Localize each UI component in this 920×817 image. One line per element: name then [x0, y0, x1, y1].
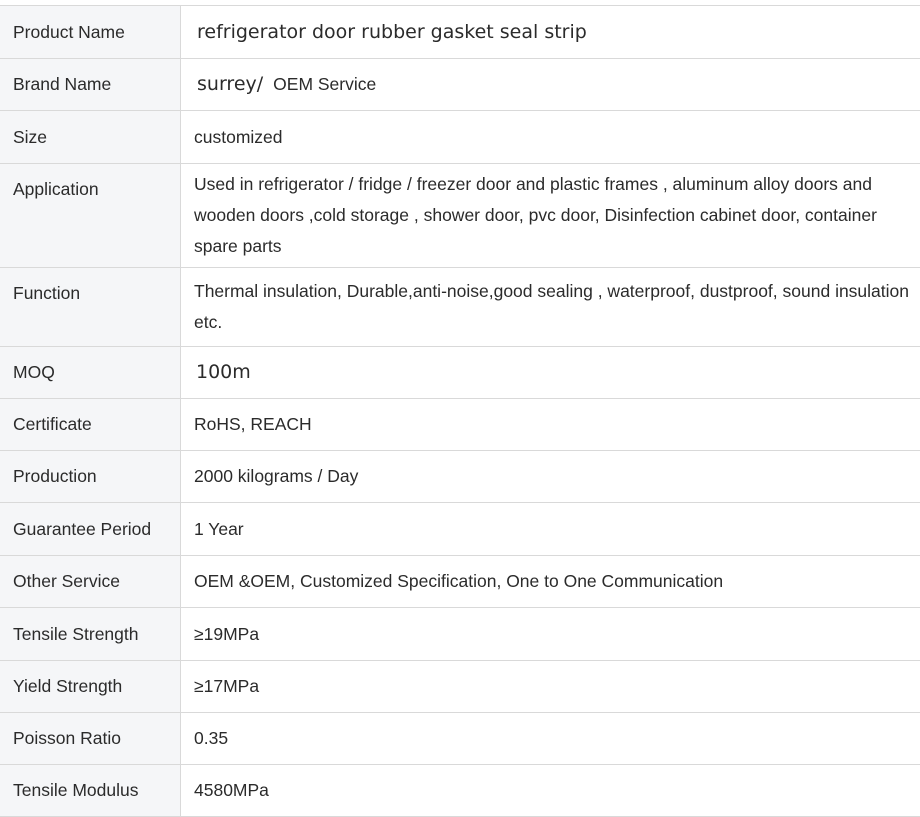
- product-spec-table: [0, 5, 920, 817]
- spec-row-certificate: [0, 399, 920, 451]
- spec-row-tensile-strength: [0, 608, 920, 661]
- spec-value: [181, 59, 920, 111]
- spec-value: [181, 6, 920, 59]
- spec-row-size: [0, 111, 920, 164]
- spec-row-guarantee-period: [0, 503, 920, 556]
- spec-value: ≥19MPa: [181, 608, 920, 661]
- spec-row-moq: [0, 347, 920, 399]
- spec-value: 1 Year: [181, 503, 920, 556]
- spec-label: MOQ: [0, 347, 181, 399]
- spec-label: Yield Strength: [0, 661, 181, 713]
- spec-label: Product Name: [0, 6, 181, 59]
- spec-label: Tensile Modulus: [0, 765, 181, 817]
- spec-value: customized: [181, 111, 920, 164]
- spec-label: Function: [0, 268, 181, 347]
- spec-label: Tensile Strength: [0, 608, 181, 661]
- spec-row-yield-strength: [0, 661, 920, 713]
- spec-row-production: [0, 451, 920, 503]
- spec-value: ≥17MPa: [181, 661, 920, 713]
- spec-value: Used in refrigerator / fridge / freezer door and plastic frames , aluminum alloy doors and wooden doors ,cold storage , shower door, pvc door, Disinfection cabinet door, container spare parts: [181, 164, 920, 268]
- spec-label: Application: [0, 164, 181, 268]
- spec-label: Size: [0, 111, 181, 164]
- spec-row-other-service: [0, 556, 920, 608]
- spec-label: Certificate: [0, 399, 181, 451]
- spec-row-application: [0, 164, 920, 268]
- spec-value: [181, 347, 920, 399]
- spec-value: 4580MPa: [181, 765, 920, 817]
- spec-row-brand-name: [0, 59, 920, 111]
- spec-label: Production: [0, 451, 181, 503]
- brand-name-value: surrey/: [194, 73, 263, 95]
- spec-row-tensile-modulus: [0, 765, 920, 817]
- spec-value: RoHS, REACH: [181, 399, 920, 451]
- brand-service-value: OEM Service: [273, 74, 376, 94]
- spec-value: 0.35: [181, 713, 920, 765]
- moq-value: 100m: [194, 361, 251, 383]
- spec-value: Thermal insulation, Durable,anti-noise,good sealing , waterproof, dustproof, sound insulation etc.: [181, 268, 920, 347]
- spec-row-product-name: [0, 6, 920, 59]
- spec-label: Guarantee Period: [0, 503, 181, 556]
- product-name-value: refrigerator door rubber gasket seal strip: [194, 21, 587, 43]
- spec-label: Brand Name: [0, 59, 181, 111]
- spec-value: 2000 kilograms / Day: [181, 451, 920, 503]
- spec-value: OEM &OEM, Customized Specification, One to One Communication: [181, 556, 920, 608]
- spec-label: Other Service: [0, 556, 181, 608]
- spec-row-poisson-ratio: [0, 713, 920, 765]
- spec-row-function: [0, 268, 920, 347]
- spec-label: Poisson Ratio: [0, 713, 181, 765]
